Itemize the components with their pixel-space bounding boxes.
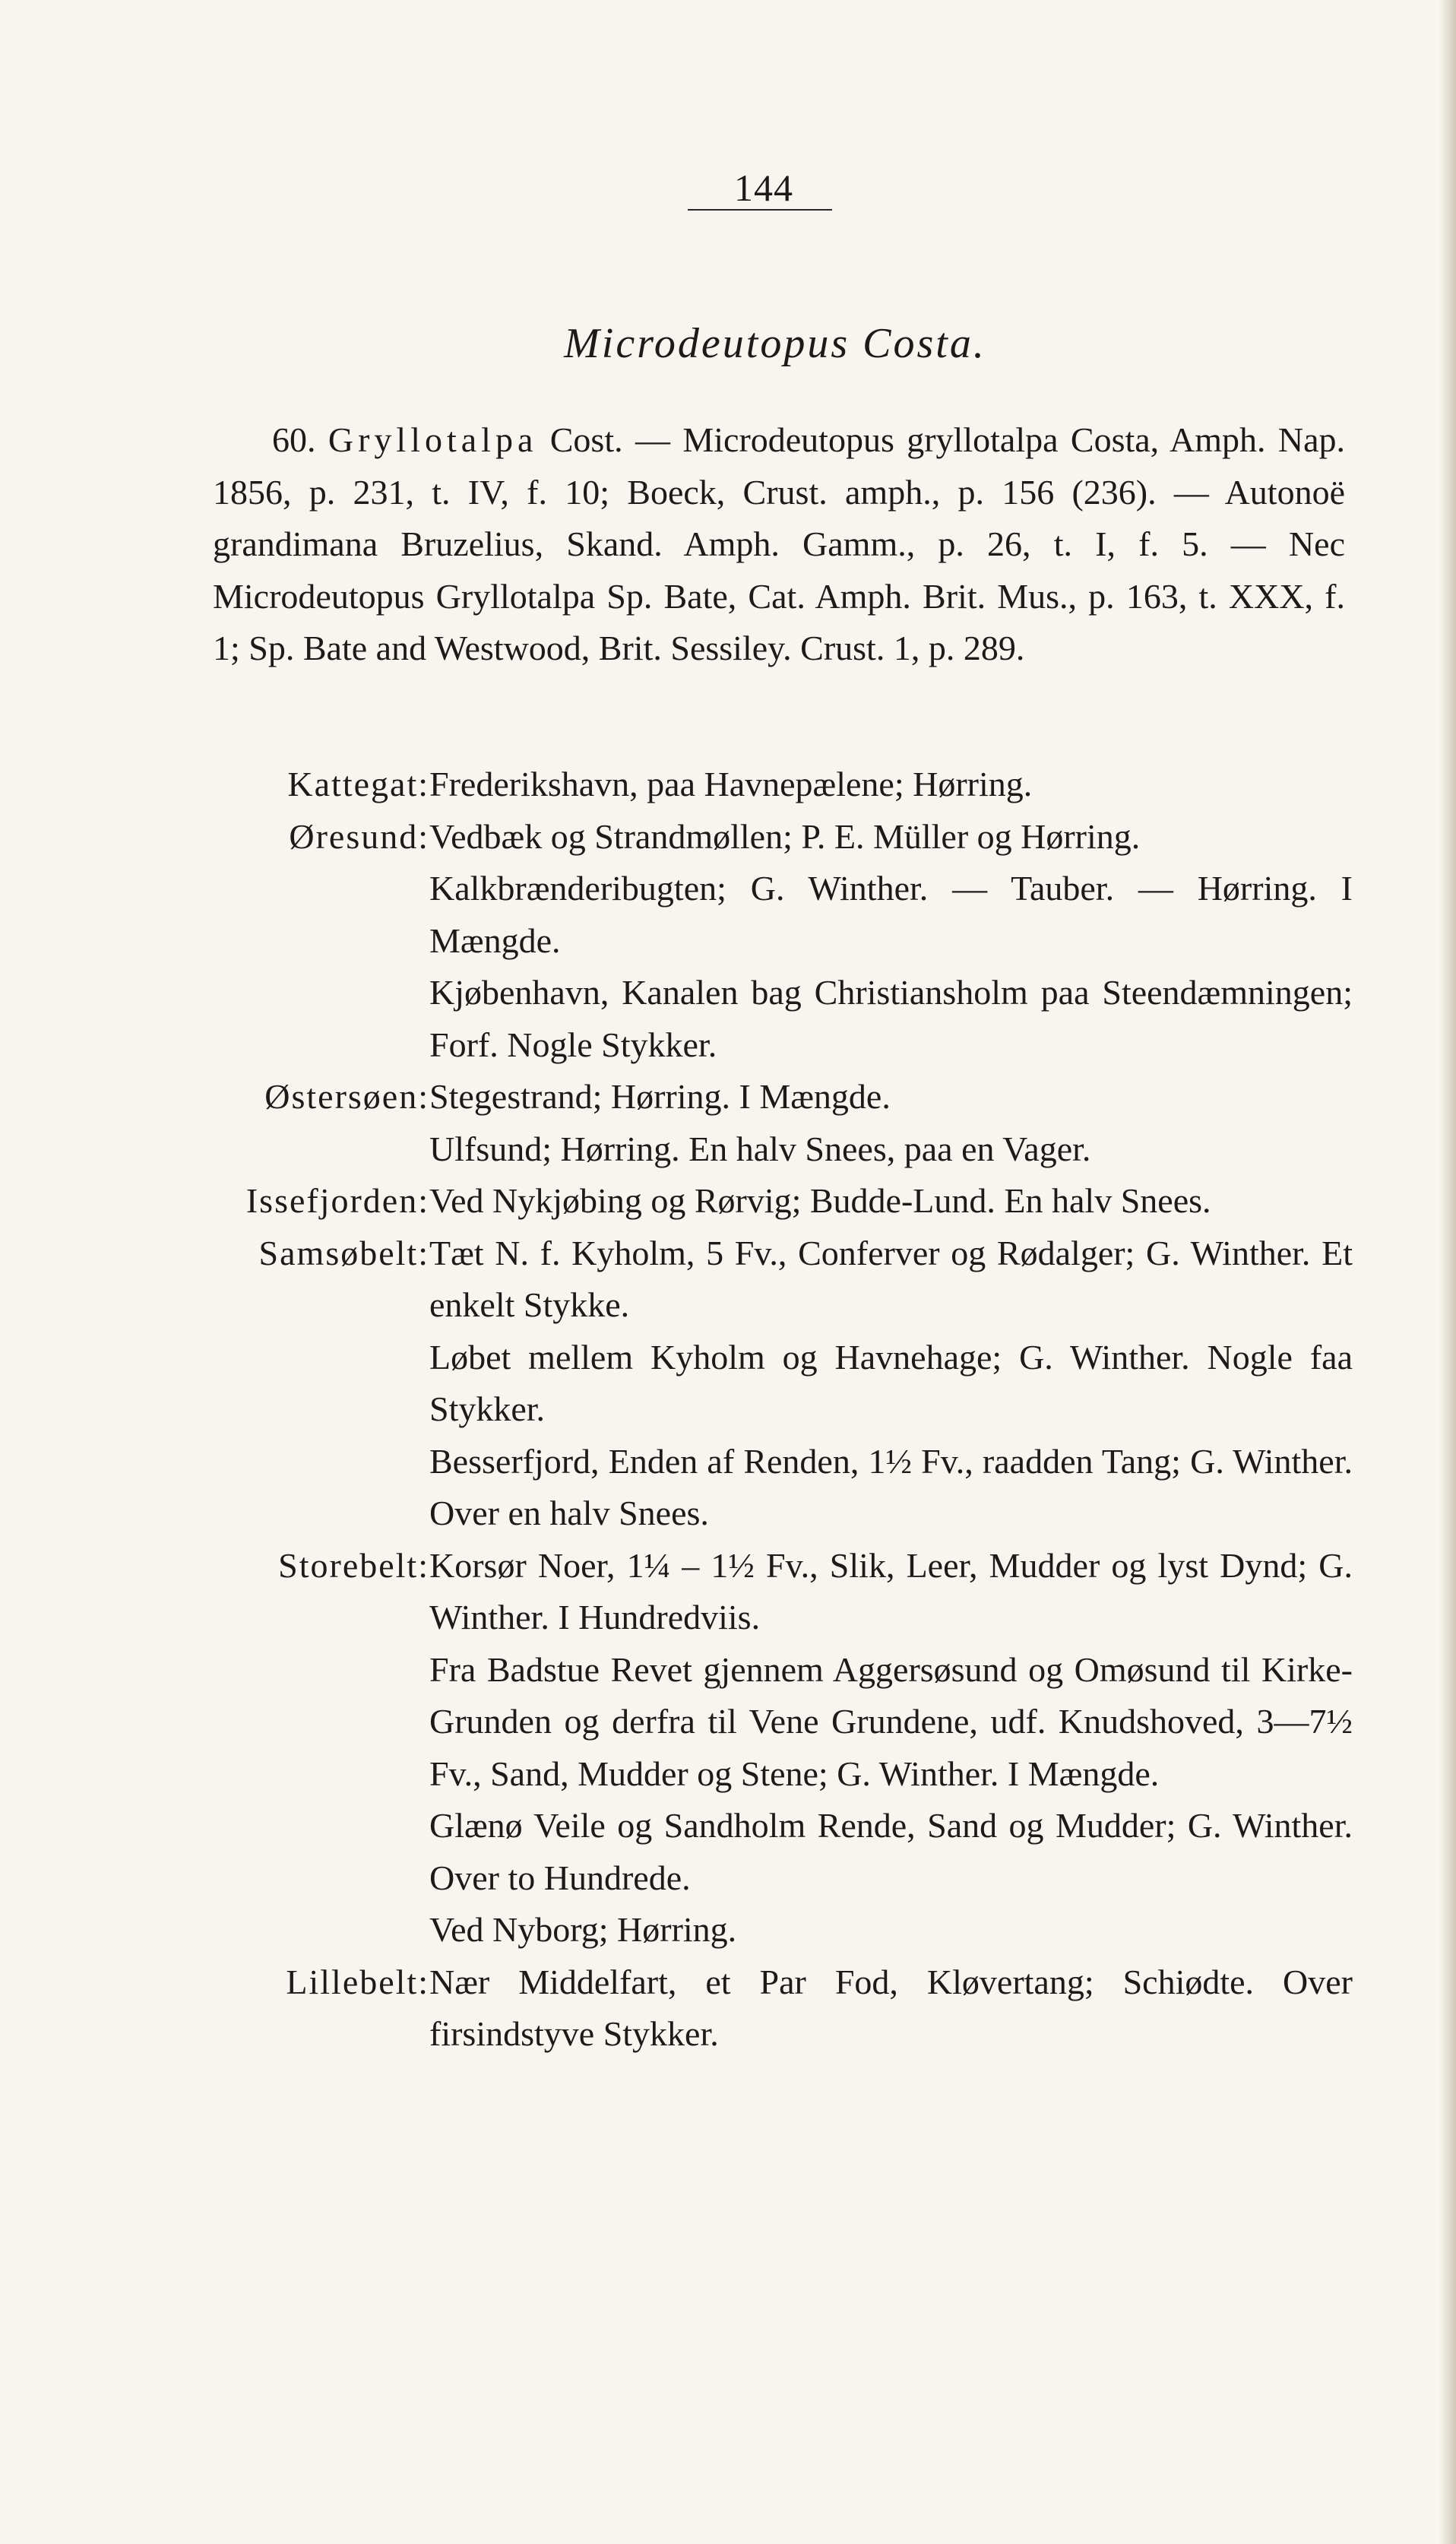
locality-entry: Ulfsund; Hørring. En halv Snees, paa en Vager.: [429, 1129, 1091, 1168]
locality-entry: Ved Nykjøbing og Rørvig; Budde-Lund. En halv Snees.: [429, 1181, 1211, 1220]
locality-row: [137, 1956, 1353, 2061]
locality-entries: [429, 1540, 1353, 1956]
locality-row: [137, 759, 1353, 811]
entry-synonymy: Cost. — Microdeutopus gryllotalpa Costa, Amph. Nap. 1856, p. 231, t. IV, f. 10; Boeck, Crust. amph., p. 156 (236). — Autonoë grandimana Bruzelius, Skand. Amph. Gamm., p. 26, t. I, f. 5. — Nec Microdeutopus Gryllotalpa Sp. Bate, Cat. Amph. Brit. Mus., p. 163, t. XXX, f. 1; Sp. Bate and Westwood, Brit. Sessiley. Crust. 1, p. 289.: [213, 420, 1346, 667]
locality-entry: Ved Nyborg; Hørring.: [429, 1910, 737, 1949]
locality-region: Kattegat:: [287, 765, 429, 803]
page-number: 144: [734, 166, 793, 209]
genus-heading: Microdeutopus Costa.: [564, 320, 986, 367]
locality-region: Øresund:: [289, 816, 429, 856]
species-entry: [213, 414, 1345, 675]
locality-row: [137, 1175, 1353, 1228]
locality-entry: Korsør Noer, 1¼ – 1½ Fv., Slik, Leer, Mudder og lyst Dynd; G. Winther. I Hundredviis.: [429, 1545, 1353, 1636]
locality-entry: Nær Middelfart, et Par Fod, Kløvertang; Schiødte. Over firsindstyve Stykker.: [429, 1962, 1353, 2053]
locality-entries: [429, 811, 1353, 1072]
locality-entry: Kjøbenhavn, Kanalen bag Christiansholm paa Steendæmningen; Forf. Nogle Stykker.: [429, 973, 1353, 1064]
page-edge: [1439, 0, 1456, 2544]
locality-row: [137, 1071, 1353, 1175]
locality-entry: Vedbæk og Strandmøllen; P. E. Müller og Hørring.: [429, 816, 1141, 856]
locality-region: Storebelt:: [278, 1545, 429, 1585]
locality-entry: Stegestrand; Hørring. I Mængde.: [429, 1077, 891, 1116]
locality-entries: [429, 1175, 1353, 1228]
locality-row: [137, 1228, 1353, 1540]
locality-entry: Besserfjord, Enden af Renden, 1½ Fv., raadden Tang; G. Winther. Over en halv Snees.: [429, 1441, 1353, 1532]
species-entry-text: [213, 414, 1345, 675]
locality-entries: [429, 1956, 1353, 2061]
locality-region: Samsøbelt:: [258, 1233, 429, 1272]
species-name: Gryllotalpa: [328, 420, 538, 459]
locality-entry: Løbet mellem Kyholm og Havnehage; G. Winther. Nogle faa Stykker.: [429, 1337, 1353, 1428]
locality-region: Issefjorden:: [245, 1181, 429, 1220]
locality-entry: Glænø Veile og Sandholm Rende, Sand og Mudder; G. Winther. Over to Hundrede.: [429, 1806, 1353, 1897]
locality-entry: Kalkbrænderibugten; G. Winther. — Tauber. — Hørring. I Mængde.: [429, 869, 1353, 960]
locality-entry: Tæt N. f. Kyholm, 5 Fv., Conferver og Rødalger; G. Winther. Et enkelt Stykke.: [429, 1233, 1353, 1324]
locality-list: [137, 759, 1353, 2061]
locality-entries: [429, 759, 1353, 811]
locality-region: Østersøen:: [264, 1077, 429, 1116]
locality-region: Lillebelt:: [286, 1962, 429, 2001]
locality-row: [137, 1540, 1353, 1956]
locality-entries: [429, 1228, 1353, 1540]
page-number-rule: [688, 209, 832, 211]
locality-entry: Frederikshavn, paa Havnepælene; Hørring.: [429, 765, 1033, 803]
entry-number: 60.: [272, 420, 316, 459]
locality-entry: Fra Badstue Revet gjennem Aggersøsund og Omøsund til Kirke-Grunden og derfra til Vene Grundene, udf. Knudshoved, 3—7½ Fv., Sand, Mudder og Stene; G. Winther. I Mængde.: [429, 1649, 1353, 1793]
locality-entries: [429, 1071, 1353, 1175]
locality-row: [137, 811, 1353, 1072]
